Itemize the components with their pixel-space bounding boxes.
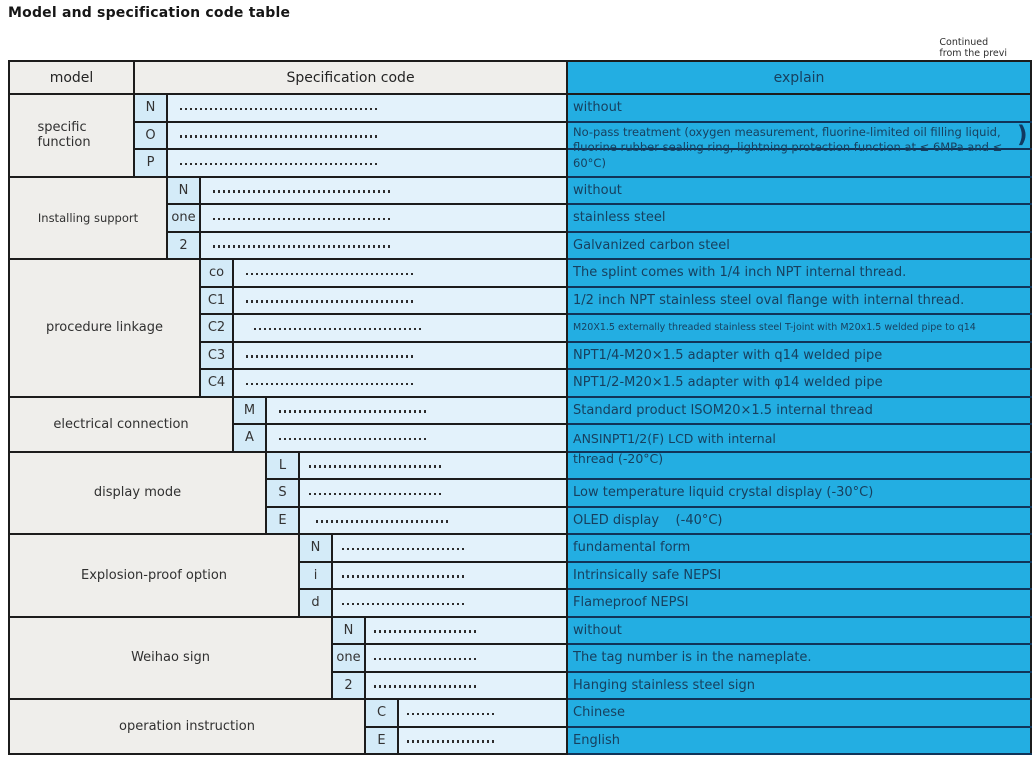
code-cell: P (134, 149, 167, 177)
dotted-leader (309, 493, 442, 496)
code-cell: 2 (167, 232, 200, 260)
category-operation-instruction: operation instruction (9, 699, 365, 754)
explain-cell: M20X1.5 externally threaded stainless steel T-joint with M20x1.5 welded pipe to q14 (567, 314, 1031, 342)
explain-cell: without (567, 617, 1031, 645)
category-explosion-proof-option: Explosion-proof option (9, 534, 299, 617)
code-cell: E (365, 727, 398, 755)
code-cell: C1 (200, 287, 233, 315)
code-cell: E (266, 507, 299, 535)
dots-cell (365, 617, 567, 645)
explain-cell: without (567, 177, 1031, 205)
code-cell: L (266, 452, 299, 480)
category-specific-function: specific function (9, 94, 134, 177)
header-model: model (9, 61, 134, 94)
continued-note-line1: Continued (939, 37, 989, 48)
explain-cell: Intrinsically safe NEPSI (567, 562, 1031, 590)
header-specification-code: Specification code (134, 61, 567, 94)
code-cell: d (299, 589, 332, 617)
code-cell: S (266, 479, 299, 507)
code-cell: C2 (200, 314, 233, 342)
spec-code-table (8, 60, 1032, 755)
dots-cell (233, 369, 567, 397)
category-installing-support: Installing support (9, 177, 167, 260)
code-cell: C (365, 699, 398, 727)
dotted-leader (213, 190, 391, 193)
dots-cell (398, 727, 567, 755)
dotted-leader (246, 300, 414, 303)
dotted-leader (246, 383, 414, 386)
explain-cell: fundamental form (567, 534, 1031, 562)
overflow-paren-glyph: ) (1017, 122, 1028, 148)
dots-cell (398, 699, 567, 727)
dots-cell (332, 589, 567, 617)
dotted-leader (246, 273, 414, 276)
dotted-leader (374, 658, 478, 661)
code-cell: N (167, 177, 200, 205)
code-cell: N (332, 617, 365, 645)
dots-cell (365, 644, 567, 672)
explain-cell: stainless steel (567, 204, 1031, 232)
explain-cell: NPT1/4-M20×1.5 adapter with q14 welded pipe (567, 342, 1031, 370)
code-cell: N (134, 94, 167, 122)
dots-cell (233, 342, 567, 370)
code-cell: 2 (332, 672, 365, 700)
dots-cell (200, 232, 567, 260)
dots-cell (233, 314, 567, 342)
dots-cell (167, 122, 567, 150)
dotted-leader (342, 548, 466, 551)
dots-cell (233, 259, 567, 287)
dots-cell (299, 479, 567, 507)
dotted-leader (342, 603, 466, 606)
code-cell: O (134, 122, 167, 150)
dots-cell (200, 177, 567, 205)
dots-cell (299, 452, 567, 480)
dots-cell (299, 507, 567, 535)
page-title: Model and specification code table (8, 5, 291, 21)
code-cell: one (167, 204, 200, 232)
explain-cell: Galvanized carbon steel (567, 232, 1031, 260)
explain-cell: English (567, 727, 1031, 755)
dotted-leader (279, 410, 429, 413)
explain-cell: Standard product ISOM20×1.5 internal thread (567, 397, 1031, 425)
dotted-leader (213, 218, 391, 221)
dotted-leader (316, 520, 449, 523)
explain-cell: Low temperature liquid crystal display (-30°C) (567, 479, 1031, 507)
dotted-leader (180, 108, 380, 111)
dotted-leader (407, 713, 497, 716)
code-cell: C3 (200, 342, 233, 370)
dots-cell (200, 204, 567, 232)
category-procedure-linkage: procedure linkage (9, 259, 200, 397)
dots-cell (167, 94, 567, 122)
dotted-leader (309, 465, 442, 468)
continued-note (939, 38, 1007, 59)
code-cell: i (299, 562, 332, 590)
code-cell: N (299, 534, 332, 562)
explain-cell: The tag number is in the nameplate. (567, 644, 1031, 672)
dotted-leader (342, 575, 466, 578)
code-cell: A (233, 424, 266, 452)
explain-cell: OLED display (-40°C) (567, 507, 1031, 535)
category-weihao-sign: Weihao sign (9, 617, 332, 700)
continued-note-line2: from the previ (939, 47, 1007, 59)
explain-cell: Hanging stainless steel sign (567, 672, 1031, 700)
dots-cell (167, 149, 567, 177)
dots-cell (332, 534, 567, 562)
dots-cell (266, 397, 567, 425)
dotted-leader (180, 163, 380, 166)
explain-cell: ANSINPT1/2(F) LCD with internal thread (-20°C) (567, 424, 1031, 452)
category-electrical-connection: electrical connection (9, 397, 233, 452)
dotted-leader (407, 740, 497, 743)
dotted-leader (374, 685, 478, 688)
code-cell: co (200, 259, 233, 287)
explain-cell: without (567, 94, 1031, 122)
code-cell: C4 (200, 369, 233, 397)
dots-cell (233, 287, 567, 315)
dotted-leader (374, 630, 478, 633)
explain-cell: NPT1/2-M20×1.5 adapter with φ14 welded pipe (567, 369, 1031, 397)
dots-cell (365, 672, 567, 700)
explain-cell: Chinese (567, 699, 1031, 727)
dotted-leader (180, 135, 380, 138)
explain-cell: Flameproof NEPSI (567, 589, 1031, 617)
explain-cell: The splint comes with 1/4 inch NPT internal thread. (567, 259, 1031, 287)
explain-cell: 1/2 inch NPT stainless steel oval flange with internal thread. (567, 287, 1031, 315)
header-explain: explain (567, 61, 1031, 94)
dotted-leader (279, 438, 429, 441)
dots-cell (266, 424, 567, 452)
dotted-leader (246, 355, 414, 358)
explain-cell: No-pass treatment (oxygen measurement, fluorine-limited oil filling liquid, fluorine rubber sealing ring, lightning protection function at ≤ 6MPa and ≤ 60°C) (567, 122, 1031, 150)
code-cell: one (332, 644, 365, 672)
dotted-leader (254, 328, 422, 331)
dots-cell (332, 562, 567, 590)
category-display-mode: display mode (9, 452, 266, 535)
code-cell: M (233, 397, 266, 425)
dotted-leader (213, 245, 391, 248)
